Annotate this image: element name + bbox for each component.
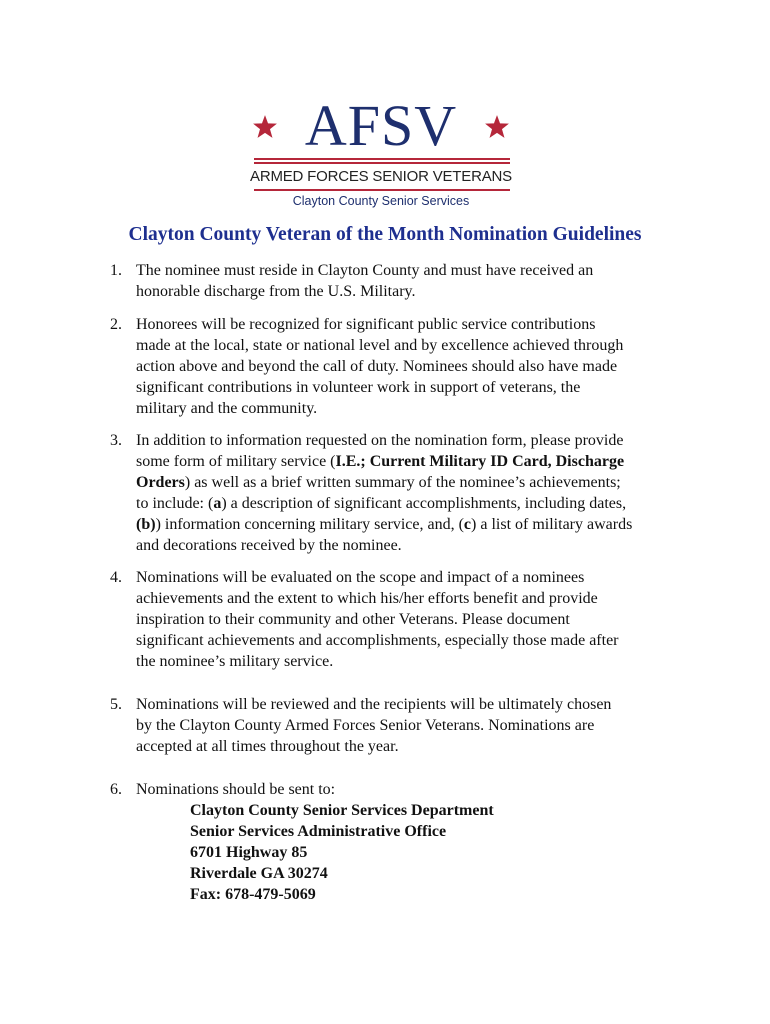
item-number: 1. xyxy=(110,262,122,279)
address-line: Senior Services Administrative Office xyxy=(190,823,447,840)
logo-rule xyxy=(254,158,510,160)
guideline-item-3 xyxy=(110,430,682,556)
bold-run: Orders xyxy=(136,474,185,491)
item-line: the nominee’s military service. xyxy=(136,653,334,670)
logo-rule xyxy=(254,162,510,164)
address-line: Riverdale GA 30274 xyxy=(190,865,328,882)
item-number: 5. xyxy=(110,696,122,713)
text-run: ) information concerning military service, and, ( xyxy=(155,516,464,533)
item-line xyxy=(136,514,682,535)
item-line: significant contributions in volunteer work in support of veterans, the xyxy=(136,379,581,396)
bold-run: a xyxy=(213,495,222,512)
logo-tagline: Clayton County Senior Services xyxy=(292,194,470,208)
item-line xyxy=(136,493,682,514)
fax-number: Fax: 678-479-5069 xyxy=(190,886,316,903)
item-line: and decorations received by the nominee. xyxy=(136,537,402,554)
item-line: action above and beyond the call of duty. Nominees should also have made xyxy=(136,358,618,375)
bold-run: b xyxy=(141,516,151,533)
address-line: 6701 Highway 85 xyxy=(190,844,308,861)
item-line: Honorees will be recognized for significant public service contributions xyxy=(136,316,596,333)
text-run: ) a description of significant accomplishments, including dates, xyxy=(221,495,627,512)
bold-run: c xyxy=(463,516,472,533)
item-line: by the Clayton County Armed Forces Senior Veterans. Nominations are xyxy=(136,717,595,734)
logo-rule xyxy=(254,189,510,191)
item-line: inspiration to their community and other Veterans. Please document xyxy=(136,611,570,628)
text-run: ) as well as a brief written summary of the nominee’s achievements; xyxy=(184,474,621,491)
item-line: military and the community. xyxy=(136,400,318,417)
item-number: 2. xyxy=(110,316,122,333)
guideline-item-2 xyxy=(110,314,682,419)
guideline-item-6 xyxy=(110,779,682,905)
item-line xyxy=(136,451,682,472)
item-line: honorable discharge from the U.S. Military. xyxy=(136,283,416,300)
guideline-item-4 xyxy=(110,567,682,672)
star-icon xyxy=(484,114,510,140)
item-number: 3. xyxy=(110,432,122,449)
address-line: Clayton County Senior Services Department xyxy=(190,802,494,819)
item-line: The nominee must reside in Clayton County and must have received an xyxy=(136,262,594,279)
item-line: Nominations will be reviewed and the recipients will be ultimately chosen xyxy=(136,696,612,713)
item-line: achievements and the extent to which his/her efforts benefit and provide xyxy=(136,590,598,607)
bold-run: ) xyxy=(150,516,156,533)
item-line: In addition to information requested on the nomination form, please provide xyxy=(136,432,624,449)
text-run: ) a list of military awards xyxy=(471,516,633,533)
text-run: to include: ( xyxy=(136,495,214,512)
item-line xyxy=(136,472,682,493)
logo-wordmark: AFSV xyxy=(304,93,458,158)
item-number: 4. xyxy=(110,569,122,586)
item-line: Nominations should be sent to: xyxy=(136,781,336,798)
logo-subtitle: ARMED FORCES SENIOR VETERANS xyxy=(250,168,512,185)
text-run: some form of military service ( xyxy=(136,453,336,470)
item-number: 6. xyxy=(110,781,122,798)
bold-run: ( xyxy=(136,516,142,533)
afsv-logo xyxy=(250,93,512,212)
item-line: Nominations will be evaluated on the scope and impact of a nominees xyxy=(136,569,585,586)
item-line: made at the local, state or national level and by excellence achieved through xyxy=(136,337,624,354)
page-title: Clayton County Veteran of the Month Nomination Guidelines xyxy=(128,224,642,245)
guideline-item-1 xyxy=(110,260,682,302)
bold-run: I.E.; Current Military ID Card, Discharge xyxy=(335,453,625,470)
item-line: accepted at all times throughout the year. xyxy=(136,738,399,755)
item-line: significant achievements and accomplishments, especially those made after xyxy=(136,632,619,649)
guideline-item-5 xyxy=(110,694,682,757)
mailing-address xyxy=(190,800,682,905)
